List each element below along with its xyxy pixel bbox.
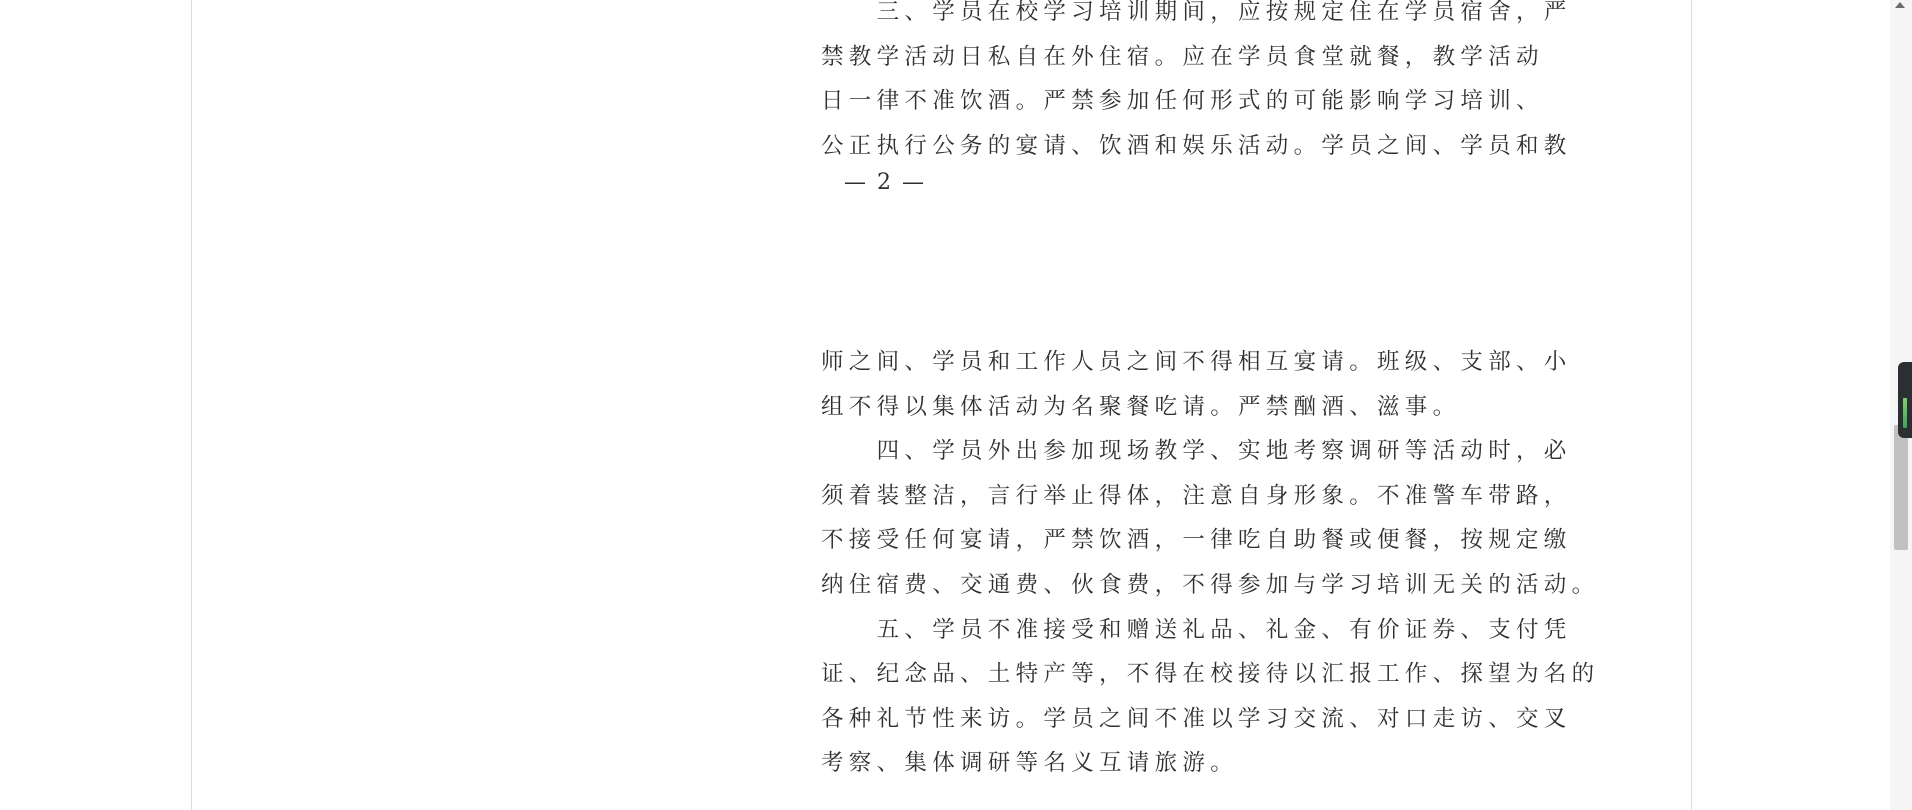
text-line: 日一律不准饮酒。严禁参加任何形式的可能影响学习培训、 — [821, 88, 1544, 115]
text-line: 须着装整洁，言行举止得体，注意自身形象。不准警车带路， — [821, 482, 1572, 509]
text-line: 五、学员不准接受和赠送礼品、礼金、有价证券、支付凭 — [821, 616, 1572, 643]
text-line: 三、学员在校学习培训期间，应按规定住在学员宿舍，严 — [821, 0, 1572, 25]
scroll-thumb[interactable] — [1894, 425, 1908, 550]
text-block-top — [821, 0, 1572, 168]
page-number: — 2 — — [844, 170, 926, 195]
widget-indicator — [1903, 398, 1907, 428]
text-line: 不接受任何宴请，严禁饮酒，一律吃自助餐或便餐，按规定缴 — [821, 527, 1572, 554]
text-line: 考察、集体调研等名义互请旅游。 — [821, 750, 1239, 777]
document-page — [191, 0, 1692, 810]
text-line: 纳住宿费、交通费、伙食费，不得参加与学习培训无关的活动。 — [821, 571, 1600, 598]
sidebar-widget-icon[interactable] — [1898, 362, 1912, 438]
text-line: 组不得以集体活动为名聚餐吃请。严禁酗酒、滋事。 — [821, 393, 1461, 420]
text-line: 各种礼节性来访。学员之间不准以学习交流、对口走访、交叉 — [821, 705, 1572, 732]
text-line: 证、纪念品、土特产等，不得在校接待以汇报工作、探望为名的 — [821, 661, 1600, 688]
text-line: 四、学员外出参加现场教学、实地考察调研等活动时，必 — [821, 438, 1572, 465]
text-block-bottom — [821, 340, 1600, 786]
text-line: 师之间、学员和工作人员之间不得相互宴请。班级、支部、小 — [821, 349, 1572, 375]
arrow-up-icon[interactable] — [1895, 2, 1905, 8]
text-line: 公正执行公务的宴请、饮酒和娱乐活动。学员之间、学员和教 — [821, 132, 1572, 159]
text-line: 禁教学活动日私自在外住宿。应在学员食堂就餐，教学活动 — [821, 43, 1544, 70]
